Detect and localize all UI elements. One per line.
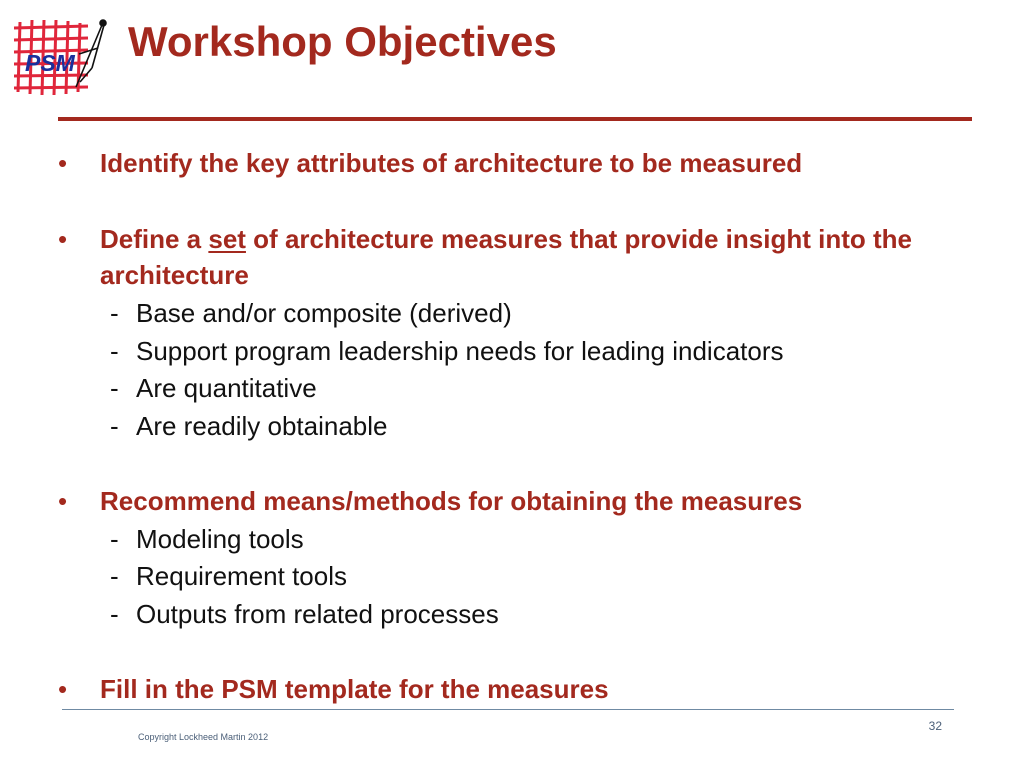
bullet-icon: •: [58, 486, 68, 516]
sub-item: [110, 333, 784, 369]
sub-item-text: Are quantitative: [136, 373, 317, 403]
objective-text-part: of architecture measures that provide insight into the architecture: [100, 224, 912, 290]
dash-marker: -: [110, 373, 119, 403]
objective-text-part: Define a: [100, 224, 209, 254]
dash-marker: -: [110, 298, 119, 328]
sub-item-text: Requirement tools: [136, 561, 347, 591]
page-number: 32: [928, 719, 942, 733]
underlined-emphasis: set: [208, 224, 246, 254]
slide-title: Workshop Objectives: [128, 18, 557, 65]
title-divider: [58, 117, 972, 121]
psm-logo-text: PSM: [25, 50, 75, 76]
sub-item-text: Outputs from related processes: [136, 599, 499, 629]
sub-item-text: Modeling tools: [136, 524, 304, 554]
bullet-icon: •: [58, 148, 68, 178]
sub-item: [110, 558, 347, 594]
sub-item: [110, 370, 317, 406]
sub-item-text: Support program leadership needs for leading indicators: [136, 336, 784, 366]
dash-marker: -: [110, 561, 119, 591]
sub-item: [110, 295, 512, 331]
objective-item: Identify the key attributes of architecture to be measured: [100, 148, 803, 178]
objective-item: Fill in the PSM template for the measures: [100, 674, 609, 704]
bullet-icon: •: [58, 224, 68, 254]
sub-item-text: Are readily obtainable: [136, 411, 388, 441]
objective-item: [100, 221, 980, 293]
dash-marker: -: [110, 411, 119, 441]
objective-item: Recommend means/methods for obtaining the measures: [100, 486, 803, 516]
dash-marker: -: [110, 599, 119, 629]
sub-item: [110, 596, 499, 632]
copyright-notice: Copyright Lockheed Martin 2012: [138, 732, 269, 742]
sub-item: [110, 408, 388, 444]
footer-divider: [62, 709, 954, 710]
dash-marker: -: [110, 524, 119, 554]
bullet-icon: •: [58, 674, 68, 704]
sub-item-text: Base and/or composite (derived): [136, 298, 512, 328]
sub-item: [110, 521, 304, 557]
psm-logo-graphic: [12, 14, 116, 100]
psm-logo: [12, 14, 116, 100]
dash-marker: -: [110, 336, 119, 366]
